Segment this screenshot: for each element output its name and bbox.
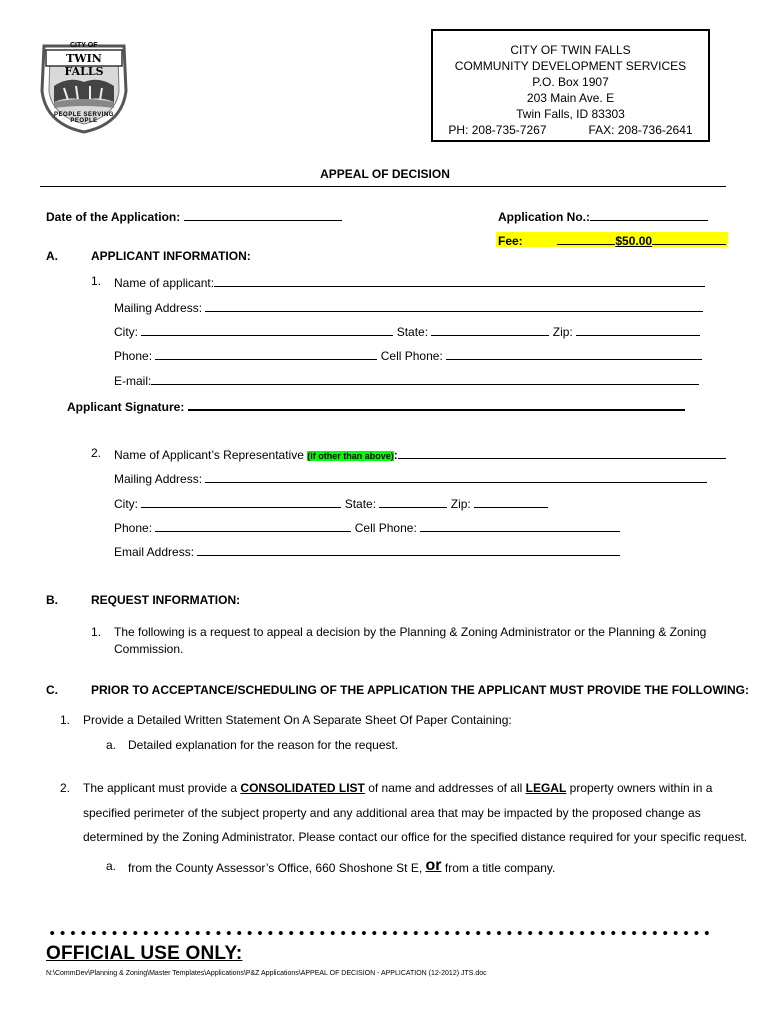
zip2-input[interactable]	[474, 495, 548, 508]
consolidated-list-text: CONSOLIDATED LIST	[240, 781, 365, 795]
signature-input[interactable]	[188, 397, 685, 411]
dotted-divider	[47, 928, 713, 938]
c1a-letter: a.	[106, 738, 117, 752]
state2-input[interactable]	[379, 495, 447, 508]
c1-number: 1.	[60, 713, 71, 727]
rep-name-row: Name of Applicant’s Representative (if other than above):	[114, 446, 726, 462]
rep-name-input[interactable]	[398, 446, 726, 459]
file-path: N:\CommDev\Planning & Zoning\Master Templates\Applications\P&Z Applications\APPEAL OF DECISION - APPLICATION (12-2012) JTS.doc	[46, 970, 487, 977]
header-contact	[433, 122, 708, 138]
email2-row	[114, 543, 620, 559]
logo-top-text: CITY OF	[70, 42, 98, 49]
appno-label: Application No.:	[498, 210, 590, 224]
a2-number: 2.	[91, 446, 102, 460]
zip-input[interactable]	[576, 323, 700, 336]
city-input[interactable]	[141, 323, 393, 336]
c2a-text: from the County Assessor’s Office, 660 Shoshone St E, or from a title company.	[128, 857, 556, 875]
c1a-text: Detailed explanation for the reason for the request.	[128, 738, 399, 752]
signature-label: Applicant Signature:	[67, 400, 185, 414]
form-title: APPEAL OF DECISION	[320, 167, 450, 181]
applicant-name-row	[114, 274, 705, 290]
fee-row	[496, 232, 728, 247]
a1-number: 1.	[91, 274, 102, 288]
applicant-name-input[interactable]	[214, 274, 705, 287]
header-line1: CITY OF TWIN FALLS	[510, 43, 631, 57]
c2a-letter: a.	[106, 859, 117, 873]
city-logo	[34, 36, 134, 134]
email2-input[interactable]	[197, 543, 620, 556]
section-c-heading: PRIOR TO ACCEPTANCE/SCHEDULING OF THE APPLICATION THE APPLICANT MUST PROVIDE THE FOLLOWING:	[91, 683, 750, 697]
section-b-letter: B.	[46, 593, 58, 607]
cell-input[interactable]	[446, 347, 702, 360]
header-phone: PH: 208-735-7267	[448, 123, 547, 137]
rep-label: Name of Applicant’s Representative	[114, 448, 304, 462]
phone2-label: Phone:	[114, 521, 153, 535]
city2-label: City:	[114, 497, 138, 511]
mailing-row	[114, 299, 703, 315]
section-b-heading: REQUEST INFORMATION:	[91, 593, 241, 607]
city-state-zip2-row	[114, 495, 548, 511]
applicant-name-label: Name of applicant:	[114, 276, 215, 290]
or-text: or	[425, 857, 442, 874]
b1-number: 1.	[91, 625, 102, 639]
email-row	[114, 372, 699, 388]
section-c-letter: C.	[46, 683, 58, 697]
phone-row	[114, 347, 702, 363]
mailing2-row	[114, 470, 707, 486]
date-field-row	[46, 208, 342, 224]
phone-label: Phone:	[114, 349, 153, 363]
city2-input[interactable]	[141, 495, 341, 508]
header-fax: FAX: 208-736-2641	[588, 123, 693, 137]
state2-label: State:	[344, 497, 377, 511]
cell2-label: Cell Phone:	[354, 521, 417, 535]
logo-ring-text: PEOPLE SERVING PEOPLE	[54, 112, 114, 124]
section-a-letter: A.	[46, 249, 58, 263]
section-a-heading: APPLICANT INFORMATION:	[91, 249, 251, 263]
fee-label: Fee:	[498, 234, 523, 248]
logo-city-text: TWIN FALLS	[64, 52, 104, 78]
appno-input-line[interactable]	[590, 208, 708, 221]
phone-input[interactable]	[155, 347, 377, 360]
title-divider	[40, 186, 726, 187]
b1-text-line1: The following is a request to appeal a decision by the Planning & Zoning Administrator or the Planning & Zoning	[114, 625, 707, 639]
header-line3: P.O. Box 1907	[532, 75, 609, 89]
city-state-zip-row	[114, 323, 700, 339]
appno-field-row	[498, 208, 708, 224]
city-label: City:	[114, 325, 138, 339]
zip2-label: Zip:	[450, 497, 471, 511]
email2-label: Email Address:	[114, 545, 195, 559]
b1-text-line2: Commission.	[114, 642, 184, 656]
signature-row	[67, 397, 685, 414]
date-input-line[interactable]	[184, 208, 342, 221]
official-use-heading: OFFICIAL USE ONLY:	[46, 943, 243, 964]
cell2-input[interactable]	[420, 519, 620, 532]
c2-text-line3: determined by the Zoning Administrator. Please contact our office for the specified distance required for your specific request.	[83, 830, 748, 844]
state-input[interactable]	[431, 323, 549, 336]
date-label: Date of the Application:	[46, 210, 181, 224]
address-box	[431, 29, 710, 142]
mailing-label: Mailing Address:	[114, 301, 203, 315]
phone2-input[interactable]	[155, 519, 351, 532]
header-line4: 203 Main Ave. E	[526, 91, 615, 105]
phone2-row	[114, 519, 620, 535]
mailing2-input[interactable]	[205, 470, 707, 483]
c2-text-line2: specified perimeter of the subject property and any additional area that may be impacted by the proposed change as	[83, 806, 701, 820]
state-label: State:	[396, 325, 429, 339]
fee-value: $50.00	[557, 234, 726, 248]
email-label: E-mail:	[114, 374, 152, 388]
rep-note: (if other than above)	[307, 451, 394, 461]
mailing2-label: Mailing Address:	[114, 472, 203, 486]
header-line2: COMMUNITY DEVELOPMENT SERVICES	[454, 59, 687, 73]
zip-label: Zip:	[552, 325, 573, 339]
c2-number: 2.	[60, 781, 71, 795]
cell-label: Cell Phone:	[380, 349, 443, 363]
legal-text: LEGAL	[525, 781, 567, 795]
c2-text-line1: The applicant must provide a CONSOLIDATED LIST of name and addresses of all LEGAL property owners within in a	[83, 781, 713, 795]
mailing-input[interactable]	[205, 299, 703, 312]
email-input[interactable]	[151, 372, 699, 385]
header-line5: Twin Falls, ID 83303	[516, 107, 625, 121]
c1-text: Provide a Detailed Written Statement On A Separate Sheet Of Paper Containing:	[83, 713, 512, 727]
